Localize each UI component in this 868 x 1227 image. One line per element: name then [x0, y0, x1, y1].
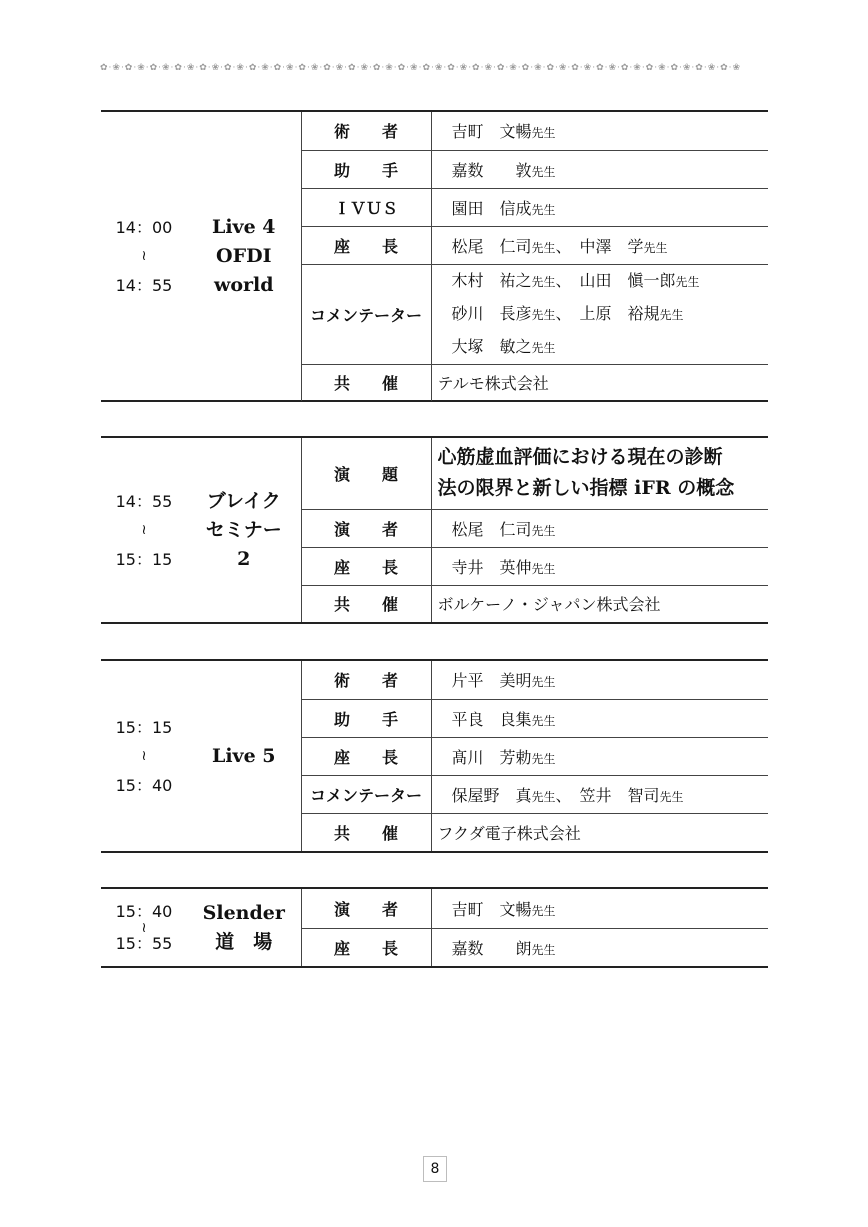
title-line: world [213, 274, 274, 296]
session-table [101, 438, 768, 622]
honorific-suffix: 先生 [531, 274, 556, 289]
honorific-suffix: 先生 [531, 713, 556, 728]
role-label: 座 長 [301, 226, 431, 264]
time-cell [101, 438, 187, 622]
honorific-suffix: 先生 [531, 307, 556, 322]
session-live-4 [101, 110, 768, 402]
time-separator: ≀ [141, 919, 147, 936]
title-line: 道 場 [215, 930, 273, 953]
role-value [431, 264, 768, 364]
session-title [187, 438, 301, 622]
title-line: ブレイク [206, 489, 281, 512]
session-title [187, 661, 301, 851]
session-title [187, 112, 301, 401]
honorific-suffix: 先生 [531, 340, 556, 355]
session-table [101, 661, 768, 851]
role-value: 片平 美明先生 [451, 671, 556, 691]
session-break-seminar-2 [101, 436, 768, 624]
honorific-suffix: 先生 [531, 675, 556, 690]
value-line: 木村 祐之先生、 山田 愼一郎先生 [451, 270, 700, 290]
title-line: Live 5 [211, 744, 276, 767]
time-cell [101, 661, 187, 851]
title-line: 2 [237, 547, 251, 570]
end-time: 15：55 [115, 933, 173, 953]
lecture-topic [431, 438, 768, 509]
role-label: ＩＶＵＳ [301, 188, 431, 226]
role-value: 髙川 芳勅先生 [431, 737, 768, 775]
start-time: 15：15 [115, 717, 173, 737]
sponsor-value: ボルケーノ・ジャパン株式会社 [431, 585, 768, 622]
role-label: 演 者 [301, 509, 431, 547]
honorific-suffix: 先生 [531, 942, 556, 957]
honorific-suffix: 先生 [531, 789, 556, 804]
honorific-suffix: 先生 [531, 561, 556, 576]
start-time: 15：40 [115, 901, 173, 921]
role-label: 座 長 [301, 737, 431, 775]
role-label: 共 催 [301, 364, 431, 401]
honorific-suffix: 先生 [531, 164, 556, 179]
end-time: 15：40 [115, 775, 173, 795]
role-value: 平良 良集先生 [431, 699, 768, 737]
role-value: 吉町 文暢先生 [451, 899, 556, 919]
start-time: 14：00 [115, 218, 173, 237]
role-label: コメンテーター [301, 775, 431, 813]
honorific-suffix: 先生 [659, 789, 684, 804]
start-time: 14：55 [115, 491, 173, 511]
role-value: 寺井 英伸先生 [431, 547, 768, 585]
decorative-border: ✿·❀·✿·❀·✿·❀·✿·❀·✿·❀·✿·❀·✿·❀·✿·❀·✿·❀·✿·❀·✿·❀·✿·❀·✿·❀·✿·❀·✿·❀·✿·❀·✿·❀·✿·❀·✿·❀·✿·❀·✿·❀·✿·❀·✿·❀·✿·❀·✿·❀·✿·❀ [100, 63, 742, 73]
title-line: Live 4 [211, 216, 276, 238]
role-label: 共 催 [301, 813, 431, 851]
page-number: 8 [423, 1156, 447, 1182]
role-label: 術 者 [301, 661, 431, 699]
role-value: 保屋野 真先生、 笠井 智司先生 [431, 775, 768, 813]
honorific-suffix: 先生 [675, 274, 700, 289]
role-label: 座 長 [301, 547, 431, 585]
time-separator: ≀ [141, 747, 147, 764]
value-line: 砂川 長彦先生、 上原 裕規先生 [451, 303, 684, 323]
time-cell [101, 889, 187, 966]
role-label: 助 手 [301, 150, 431, 188]
honorific-suffix: 先生 [531, 240, 556, 255]
role-label: 演 者 [301, 889, 431, 928]
role-value: 園田 信成先生 [431, 188, 768, 226]
honorific-suffix: 先生 [531, 751, 556, 766]
role-label: 座 長 [301, 928, 431, 966]
role-label: 共 催 [301, 585, 431, 622]
role-label: コメンテーター [301, 264, 431, 364]
session-live-5 [101, 659, 768, 853]
role-value: 松尾 仁司先生、 中澤 学先生 [431, 226, 768, 264]
sponsor-value: フクダ電子株式会社 [431, 813, 768, 851]
sponsor-value: テルモ株式会社 [431, 364, 768, 401]
role-value: 松尾 仁司先生 [431, 509, 768, 547]
end-time: 15：15 [115, 549, 173, 569]
session-title [187, 889, 301, 966]
role-value: 嘉数 敦先生 [431, 150, 768, 188]
time-separator: ≀ [141, 521, 147, 538]
topic-line: 心筋虚血評価における現在の診断 [437, 446, 723, 469]
title-line: Slender [202, 901, 285, 924]
honorific-suffix: 先生 [531, 523, 556, 538]
role-label: 演 題 [301, 438, 431, 509]
title-line: OFDI [216, 245, 272, 267]
session-table [101, 112, 768, 401]
honorific-suffix: 先生 [531, 126, 556, 141]
honorific-suffix: 先生 [531, 202, 556, 217]
session-table [101, 889, 768, 966]
role-label: 助 手 [301, 699, 431, 737]
honorific-suffix: 先生 [659, 307, 684, 322]
role-value: 吉町 文暢先生 [451, 122, 556, 142]
honorific-suffix: 先生 [531, 903, 556, 918]
time-cell [101, 112, 187, 401]
time-separator: ≀ [141, 248, 147, 264]
topic-line: 法の限界と新しい指標 iFR の概念 [437, 477, 735, 500]
honorific-suffix: 先生 [643, 240, 668, 255]
end-time: 14：55 [115, 276, 173, 295]
role-value: 嘉数 朗先生 [431, 928, 768, 966]
session-slender-dojo [101, 887, 768, 968]
title-line: セミナー [205, 518, 282, 541]
value-line: 大塚 敏之先生 [451, 336, 556, 356]
role-label: 術 者 [301, 112, 431, 150]
